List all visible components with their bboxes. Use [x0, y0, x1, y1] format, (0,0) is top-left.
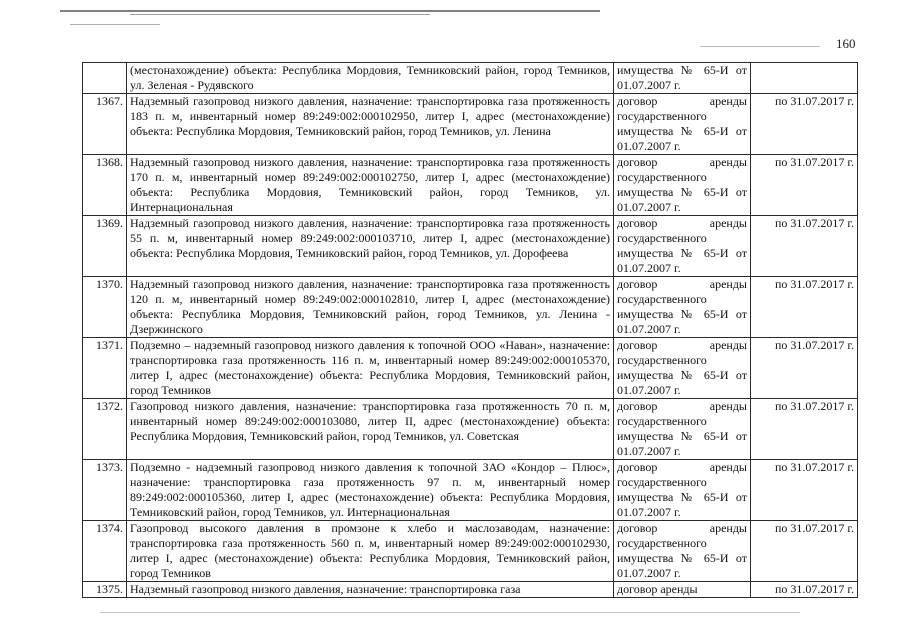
lease-basis: договор аренды государственного имущества № 65-И от 01.07.2007 г.: [614, 94, 751, 155]
scan-noise-left: [70, 24, 160, 25]
row-number: 1368.: [83, 155, 127, 216]
scan-noise-right: [700, 46, 820, 47]
object-description: Подземно - надземный газопровод низкого давления к топочной ЗАО «Кондор – Плюс», назначение: транспортировка газа протяженность 97 п. м, инвентарный номер 89:249:002:000105360, литер I, адрес (местонахождение) объекта: Республика Мордовия, Темниковский район, город Темников, ул. Интернациональная: [127, 460, 614, 521]
register-table: [82, 62, 858, 598]
object-description: (местонахождение) объекта: Республика Мордовия, Темниковский район, город Темников, ул. Зеленая - Рудявского: [127, 63, 614, 94]
object-description: Надземный газопровод низкого давления, назначение: транспортировка газа: [127, 582, 614, 598]
lease-term: по 31.07.2017 г.: [751, 216, 858, 277]
object-description: Подземно – надземный газопровод низкого давления к топочной ООО «Наван», назначение: транспортировка газа протяженность 116 п. м, инвентарный номер 89:249:002:000105370, литер I, адрес (местонахождение) объекта: Республика Мордовия, Темниковский район, город Темников: [127, 338, 614, 399]
lease-term: по 31.07.2017 г.: [751, 399, 858, 460]
object-description: Надземный газопровод низкого давления, назначение: транспортировка газа протяженность 120 п. м, инвентарный номер 89:249:002:000102810, литер I, адрес (местонахождение) объекта: Республика Мордовия, Темниковский район, город Темников, ул. Ленина - Дзержинского: [127, 277, 614, 338]
table-row: [83, 94, 858, 155]
table-row: [83, 63, 858, 94]
lease-basis: договор аренды государственного имущества № 65-И от 01.07.2007 г.: [614, 460, 751, 521]
row-number: 1367.: [83, 94, 127, 155]
lease-term: по 31.07.2017 г.: [751, 460, 858, 521]
lease-basis: договор аренды: [614, 582, 751, 598]
page-number: 160: [836, 36, 856, 51]
object-description: Надземный газопровод низкого давления, назначение: транспортировка газа протяженность 55 п. м, инвентарный номер 89:249:002:000103710, литер I, адрес (местонахождение) объекта: Республика Мордовия, Темниковский район, город Темников, ул. Дорофеева: [127, 216, 614, 277]
lease-term: по 31.07.2017 г.: [751, 277, 858, 338]
lease-basis: договор аренды государственного имущества № 65-И от 01.07.2007 г.: [614, 521, 751, 582]
table-row: [83, 338, 858, 399]
table-row: [83, 277, 858, 338]
row-number: 1372.: [83, 399, 127, 460]
lease-term: по 31.07.2017 г.: [751, 155, 858, 216]
table-row: [83, 155, 858, 216]
lease-basis: договор аренды государственного имущества № 65-И от 01.07.2007 г.: [614, 277, 751, 338]
table-row: [83, 521, 858, 582]
lease-basis: договор аренды государственного имущества № 65-И от 01.07.2007 г.: [614, 399, 751, 460]
object-description: Газопровод низкого давления, назначение: транспортировка газа протяженность 70 п. м, инвентарный номер 89:249:002:000103080, литер II, адрес (местонахождение) объекта: Республика Мордовия, Темниковский район, город Темников, ул. Советская: [127, 399, 614, 460]
table-row: [83, 460, 858, 521]
lease-term: по 31.07.2017 г.: [751, 582, 858, 598]
row-number: 1375.: [83, 582, 127, 598]
table-row: [83, 216, 858, 277]
lease-basis: договор аренды государственного имущества № 65-И от 01.07.2007 г.: [614, 338, 751, 399]
scan-noise-top: [60, 10, 600, 12]
scan-noise-top-2: [130, 14, 430, 15]
row-number: 1373.: [83, 460, 127, 521]
lease-basis: договор аренды государственного имущества № 65-И от 01.07.2007 г.: [614, 216, 751, 277]
lease-basis: имущества № 65-И от 01.07.2007 г.: [614, 63, 751, 94]
object-description: Газопровод высокого давления в промзоне к хлебо и маслозаводам, назначение: транспортировка газа протяженность 560 п. м, инвентарный номер 89:249:002:000102930, литер I, адрес (местонахождение) объекта: Республика Мордовия, Темниковский район, город Темников: [127, 521, 614, 582]
table-row: [83, 582, 858, 598]
lease-term: по 31.07.2017 г.: [751, 338, 858, 399]
lease-term: [751, 63, 858, 94]
table-row: [83, 399, 858, 460]
object-description: Надземный газопровод низкого давления, назначение: транспортировка газа протяженность 170 п. м, инвентарный номер 89:249:002:000102750, литер I, адрес (местонахождение) объекта: Республика Мордовия, Темниковский район, город Темников, ул. Интернациональная: [127, 155, 614, 216]
row-number: [83, 63, 127, 94]
lease-basis: договор аренды государственного имущества № 65-И от 01.07.2007 г.: [614, 155, 751, 216]
object-description: Надземный газопровод низкого давления, назначение: транспортировка газа протяженность 183 п. м, инвентарный номер 89:249:002:000102950, литер I, адрес (местонахождение) объекта: Республика Мордовия, Темниковский район, город Темников, ул. Ленина: [127, 94, 614, 155]
row-number: 1370.: [83, 277, 127, 338]
lease-term: по 31.07.2017 г.: [751, 521, 858, 582]
lease-term: по 31.07.2017 г.: [751, 94, 858, 155]
row-number: 1371.: [83, 338, 127, 399]
scan-noise-bottom: [100, 612, 800, 613]
row-number: 1369.: [83, 216, 127, 277]
row-number: 1374.: [83, 521, 127, 582]
